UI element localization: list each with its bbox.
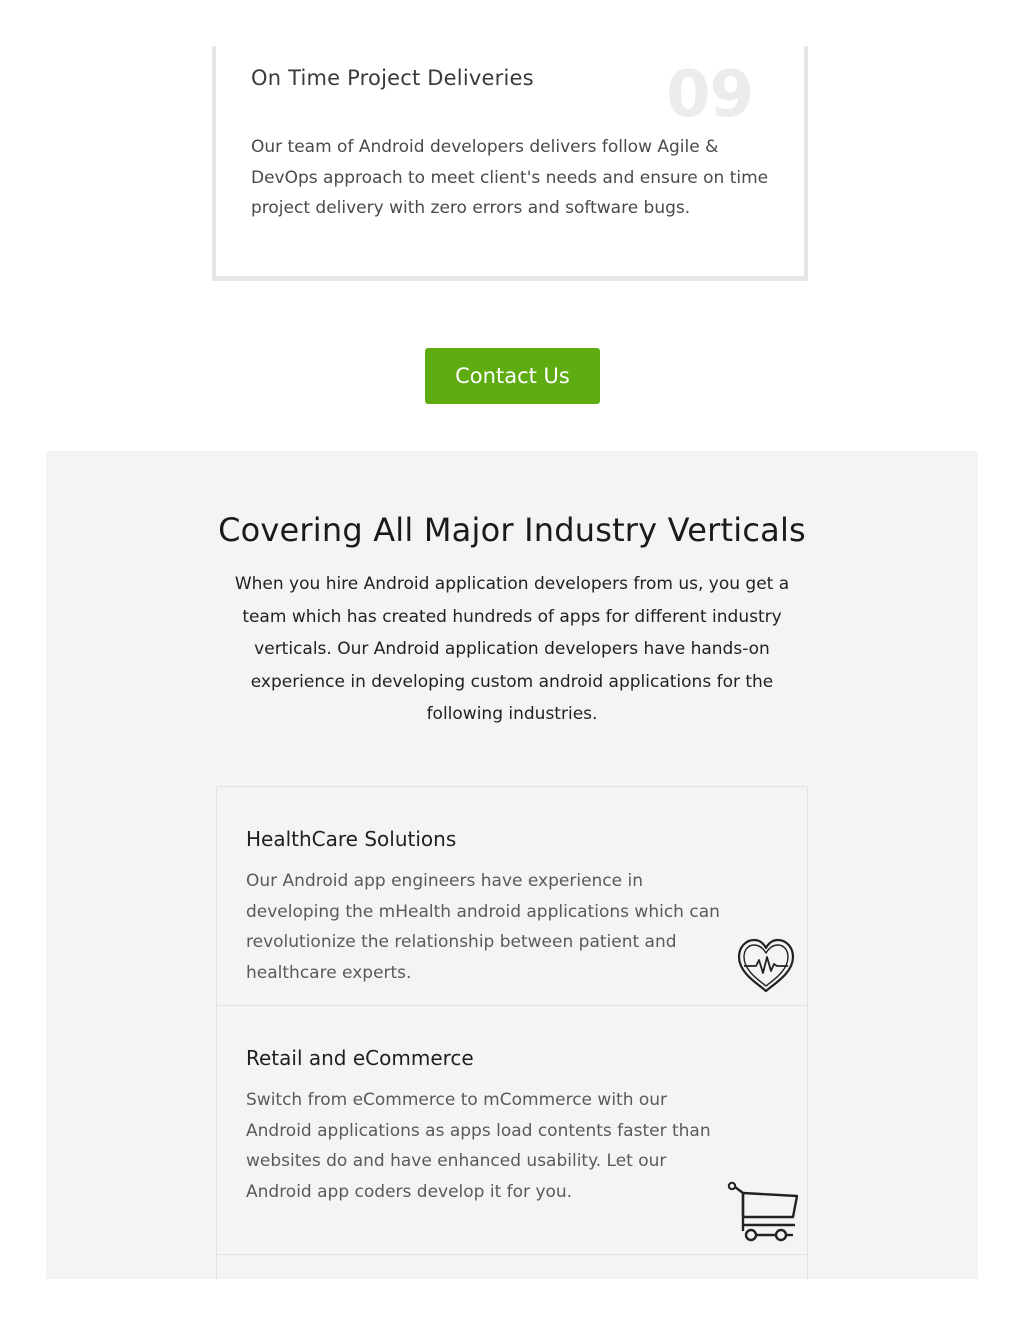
feature-card-title: On Time Project Deliveries (251, 66, 534, 90)
section-intro: When you hire Android application developers from us, you get a team which has created hundreds of apps for different industry verticals. Our Android application developers have hands-on experience in developing custom android applications for the following industries. (234, 574, 790, 724)
industry-item-healthcare (217, 787, 807, 1006)
industry-item-next (217, 1255, 807, 1279)
feature-card-description: Our team of Android developers delivers follow Agile & DevOps approach to meet client's needs and ensure on time project delivery with zero errors and software bugs. (251, 137, 769, 218)
industry-title: HealthCare Solutions (246, 827, 457, 851)
industry-verticals-section (46, 451, 978, 1279)
industry-list (216, 786, 808, 1279)
heart-pulse-icon (736, 937, 796, 995)
contact-us-button[interactable]: Contact Us (425, 348, 600, 404)
shopping-cart-icon (727, 1181, 801, 1243)
industry-description: Our Android app engineers have experience in developing the mHealth android applications which can revolutionize the relationship between patient and healthcare experts. (246, 871, 720, 983)
feature-card-on-time-delivery (212, 46, 808, 281)
feature-card-number: 09 (666, 58, 754, 132)
industry-description: Switch from eCommerce to mCommerce with our Android applications as apps load contents faster than websites do and have enhanced usability. Let our Android app coders develop it for you. (246, 1090, 711, 1202)
industry-title: Retail and eCommerce (246, 1046, 474, 1070)
industry-item-retail (217, 1006, 807, 1255)
section-heading: Covering All Major Industry Verticals (218, 511, 806, 549)
